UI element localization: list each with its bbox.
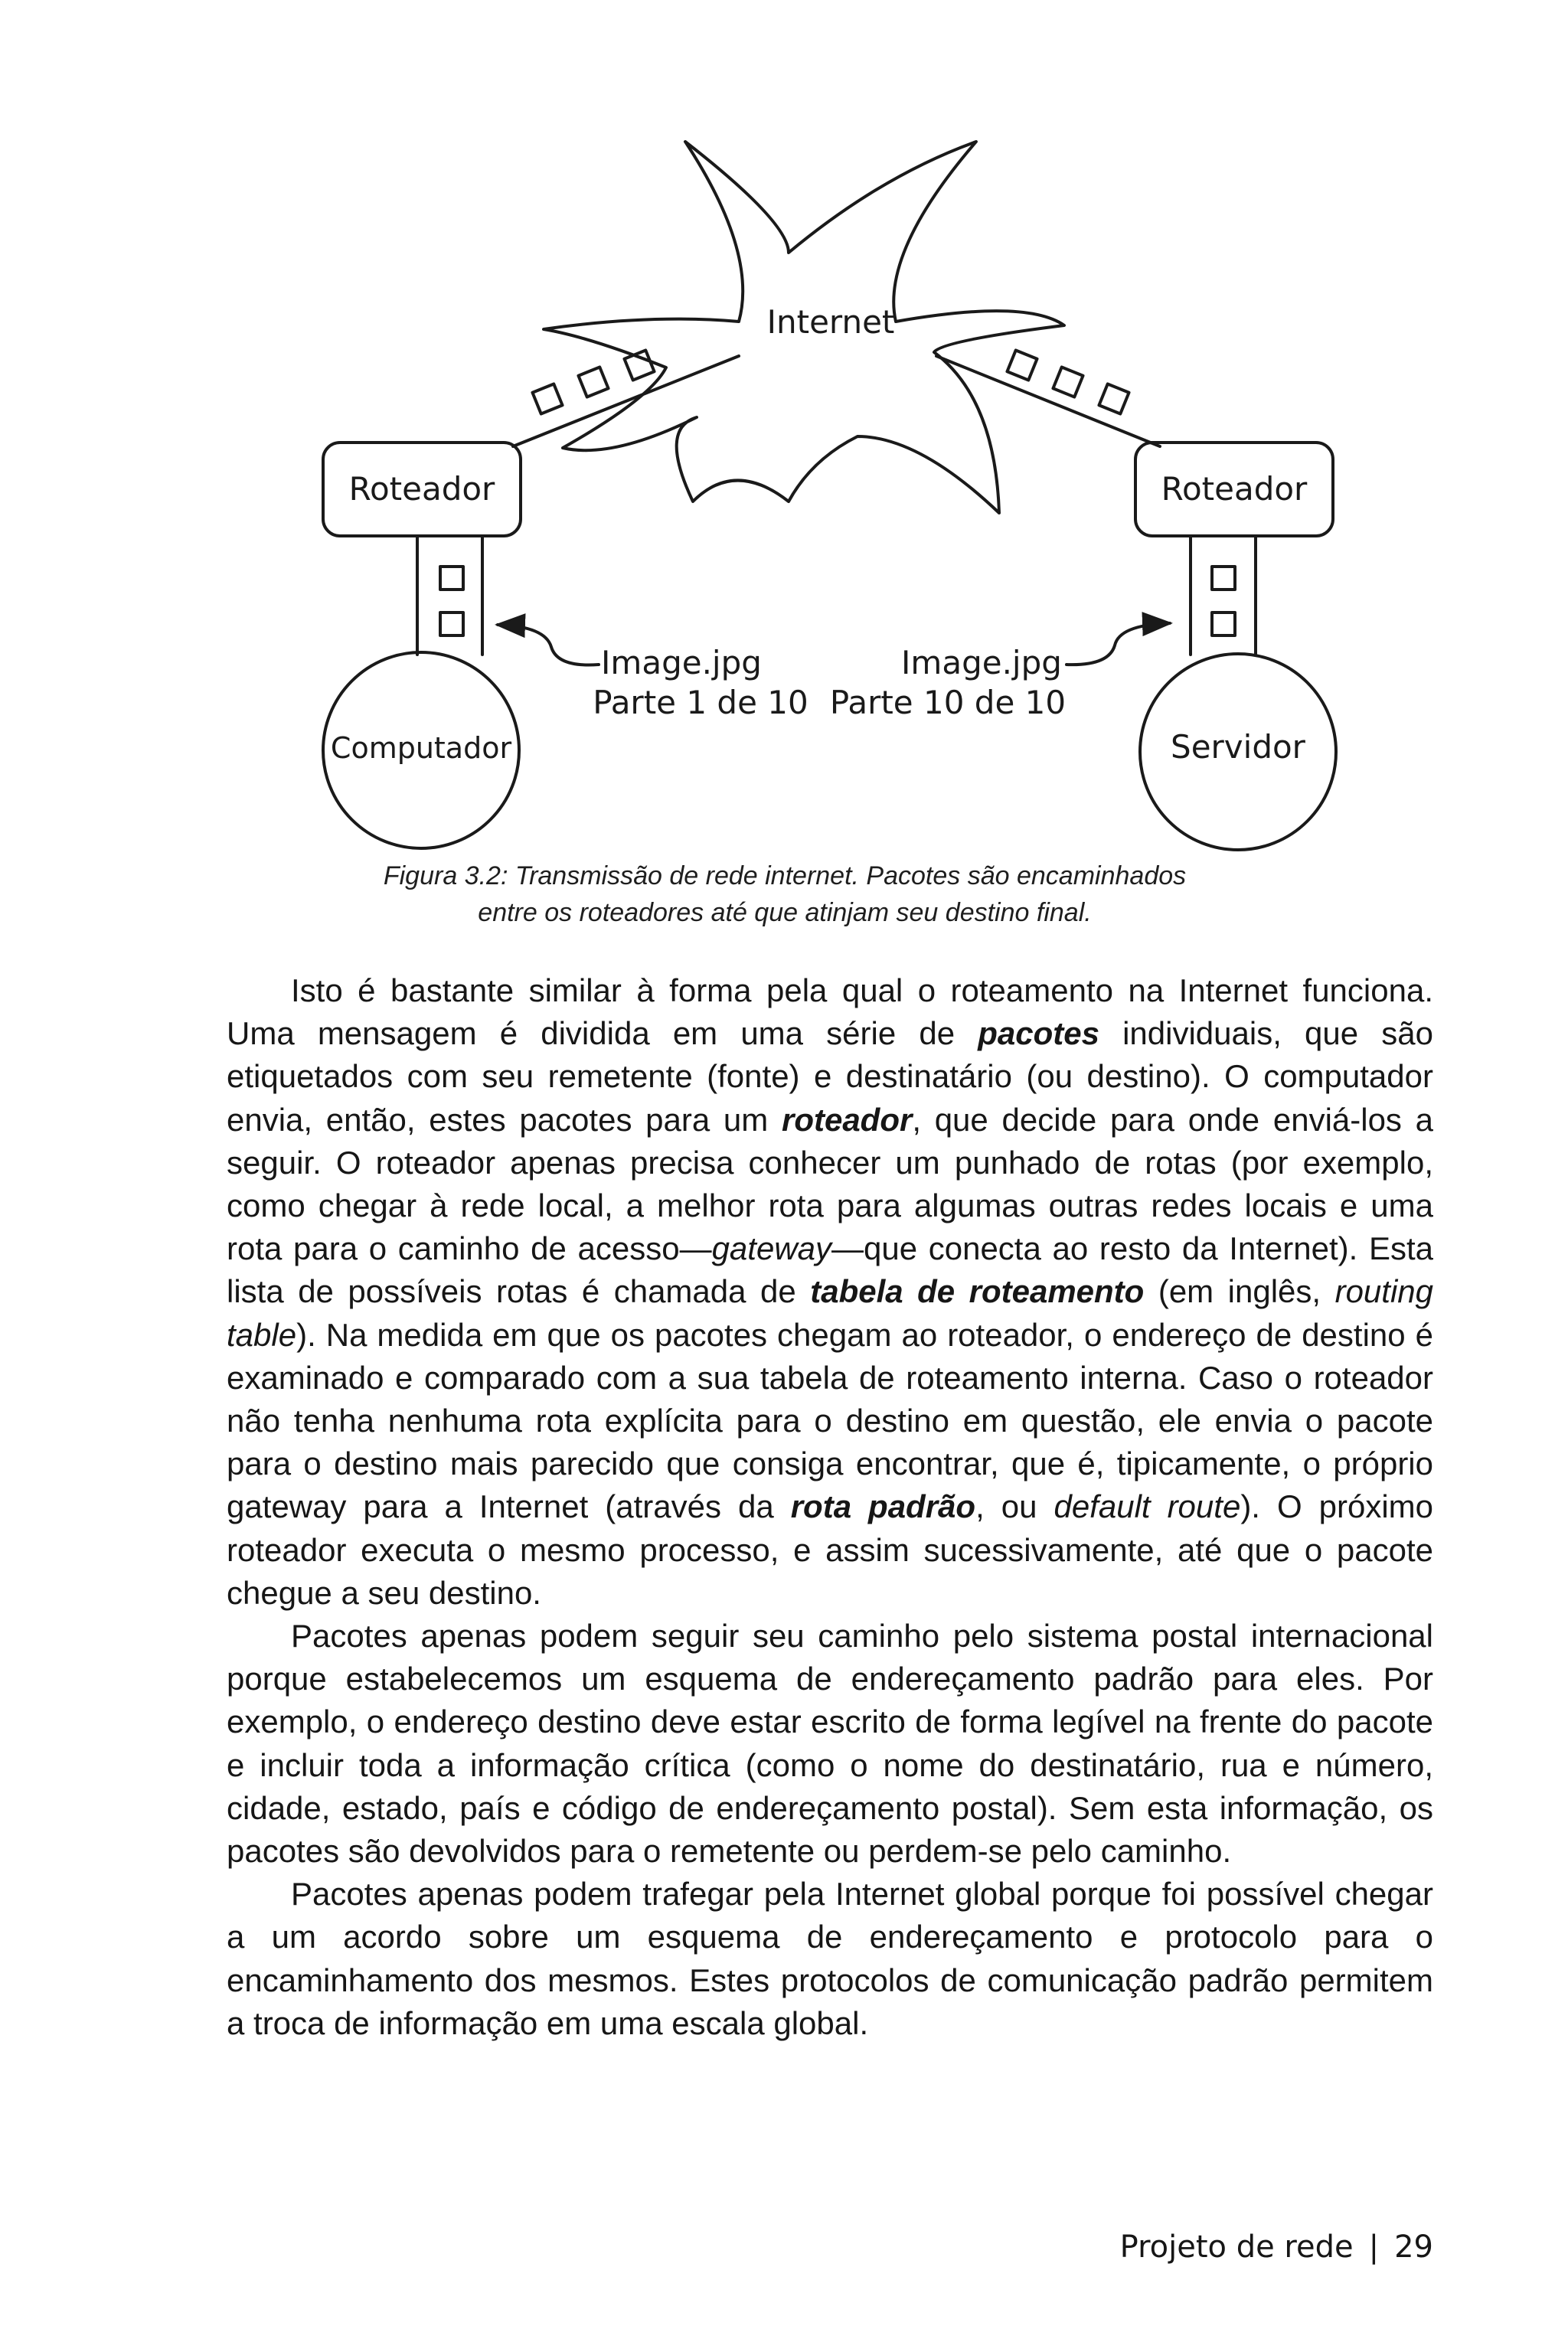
internet-label: Internet <box>766 303 895 341</box>
text-run: (em inglês, <box>1144 1273 1335 1310</box>
packet-square <box>440 612 463 635</box>
text-run: Pacotes apenas podem seguir seu caminho pelo sistema postal internacional porque estabelecemos um esquema de endereçamento padrão para eles. Por exemplo, o endereço destino deve estar escrito de forma legível na frente do pacote e incluir toda a informação crítica (como o nome do destinatário, rua e número, cidade, estado, país e código de endereçamento postal). Sem esta informação, os pacotes são devolvidos para o remetente ou perdem-se pelo caminho. <box>227 1618 1433 1870</box>
paragraph <box>227 1615 1433 1873</box>
foreign-term: routing table <box>227 1273 1433 1353</box>
foreign-term: default route <box>1054 1488 1241 1525</box>
key-term: roteador <box>781 1101 913 1138</box>
server-label: Servidor <box>1171 728 1305 766</box>
packet-square <box>1099 384 1129 413</box>
right-packet-name: Image.jpg <box>901 644 1062 681</box>
body-text <box>227 969 1433 2045</box>
text-run: , ou <box>975 1488 1054 1525</box>
running-section-title: Projeto de rede <box>1119 2230 1354 2265</box>
text-run: ). O próximo roteador executa o mesmo processo, e assim sucessivamente, até que o pacote chegue a seu destino. <box>227 1488 1434 1611</box>
figure-caption <box>306 858 1263 931</box>
paragraph <box>227 1873 1433 2045</box>
packet-square <box>1053 367 1083 397</box>
network-diagram <box>0 0 1568 858</box>
link-left-router-internet <box>513 356 739 446</box>
page-number: 29 <box>1394 2230 1433 2265</box>
computer-label: Computador <box>330 731 512 765</box>
left-packet-name: Image.jpg <box>601 644 762 681</box>
packet-square <box>1212 567 1235 590</box>
packet-square <box>532 384 562 413</box>
text-run: Isto é bastante similar à forma pela qual o roteamento na Internet funciona. Uma mensagem é dividida em uma série de <box>227 972 1433 1052</box>
text-run: ). Na medida em que os pacotes chegam ao roteador, o endereço de destino é examinado e comparado com a sua tabela de roteamento interna. Caso o roteador não tenha nenhuma rota explícita para o destino em questão, ele envia o pacote para o destino mais parecido que consiga encontrar, que é, tipicamente, o próprio gateway para a Internet (através da <box>227 1316 1433 1525</box>
arrow-right <box>1067 623 1170 665</box>
left-packet-part: Parte 1 de 10 <box>593 684 808 721</box>
caption-line: Figura 3.2: Transmissão de rede internet. Pacotes são encaminhados <box>383 861 1187 890</box>
text-run: Pacotes apenas podem trafegar pela Internet global porque foi possível chegar a um acordo sobre um esquema de endereçamento e protocolo para o encaminhamento dos mesmos. Estes protocolos de comunicação padrão permitem a troca de informação em uma escala global. <box>227 1876 1433 2041</box>
packet-square <box>440 567 463 590</box>
router-left-label: Roteador <box>348 470 495 508</box>
text-run: , que decide para onde enviá-los a seguir. O roteador apenas precisa conhecer um punhado de rotas (por exemplo, como chegar à rede local, a melhor rota para algumas outras redes locais e uma rota para o caminho de acesso— <box>227 1101 1433 1267</box>
key-term: pacotes <box>978 1015 1099 1052</box>
key-term: rota padrão <box>790 1488 976 1525</box>
arrow-left <box>498 625 599 665</box>
packet-square <box>1007 350 1037 380</box>
key-term: tabela de roteamento <box>810 1273 1145 1310</box>
page-footer <box>1120 2230 1433 2265</box>
packet-square <box>578 367 608 397</box>
caption-line: entre os roteadores até que atinjam seu destino final. <box>478 898 1092 927</box>
foreign-term: gateway <box>711 1230 832 1267</box>
packet-square <box>1212 612 1235 635</box>
router-right-label: Roteador <box>1161 470 1308 508</box>
paragraph <box>227 969 1433 1615</box>
text-run: individuais, que são etiquetados com seu remetente (fonte) e destinatário (ou destino). O computador envia, então, estes pacotes para um <box>227 1015 1433 1138</box>
right-packet-part: Parte 10 de 10 <box>829 684 1067 721</box>
text-run: —que conecta ao resto da Internet). Esta lista de possíveis rotas é chamada de <box>227 1230 1433 1310</box>
footer-separator: | <box>1368 2230 1380 2265</box>
